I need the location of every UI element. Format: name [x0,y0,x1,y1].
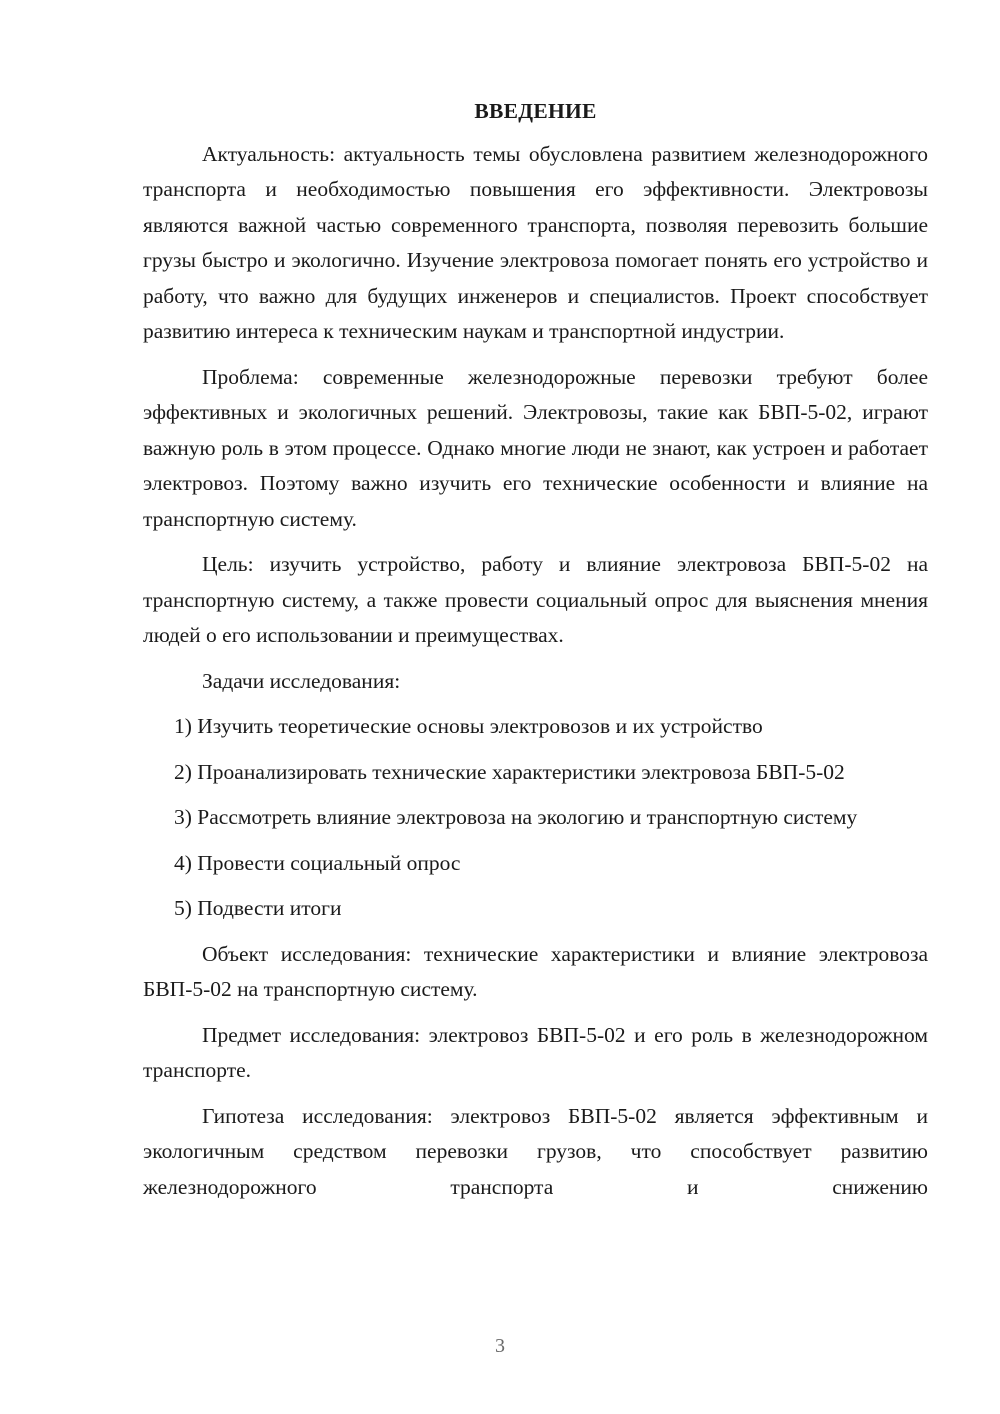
goal-paragraph: Цель: изучить устройство, работу и влияние электровоза БВП-5-02 на транспортную систему, а также провести социальный опрос для выяснения мнения людей о его использовании и преимуществах. [143,552,928,647]
task-item-5: 5) Подвести итоги [174,896,342,920]
relevance-paragraph: Актуальность: актуальность темы обусловлена развитием железнодорожного транспорта и необходимостью повышения его эффективности. Электровозы являются важной частью современного транспорта, позволяя перевозить большие грузы быстро и экологично. Изучение электровоза помогает понять его устройство и работу, что важно для будущих инженеров и специалистов. Проект способствует развитию интереса к техническим наукам и транспортной индустрии. [143,141,928,343]
subject-paragraph: Предмет исследования: электровоз БВП-5-02 и его роль в железнодорожном транспорте. [143,1022,928,1082]
tasks-heading: Задачи исследования: [202,668,401,693]
task-item-4: 4) Провести социальный опрос [174,850,461,875]
hypothesis-paragraph: Гипотеза исследования: электровоз БВП-5-02 является эффективным и экологичным средством перевозки грузов, что способствует развитию железнодорожного транспорта и снижению [143,1103,928,1199]
task-item-2: 2) Проанализировать технические характеристики электровоза БВП-5-02 [174,759,845,784]
problem-paragraph: Проблема: современные железнодорожные перевозки требуют более эффективных и экологичных решений. Электровозы, такие как БВП-5-02, играют важную роль в этом процессе. Однако многие люди не знают, как устроен и работает электровоз. Поэтому важно изучить его технические особенности и влияние на транспортную систему. [143,364,928,531]
page-number: 3 [495,1335,505,1357]
task-item-3: 3) Рассмотреть влияние электровоза на экологию и транспортную систему [174,805,858,829]
task-item-1: 1) Изучить теоретические основы электровозов и их устройство [174,714,763,738]
object-paragraph: Объект исследования: технические характеристики и влияние электровоза БВП-5-02 на транспортную систему. [143,941,928,1001]
document-page [143,94,928,1205]
page-title: ВВЕДЕНИЕ [474,99,597,123]
